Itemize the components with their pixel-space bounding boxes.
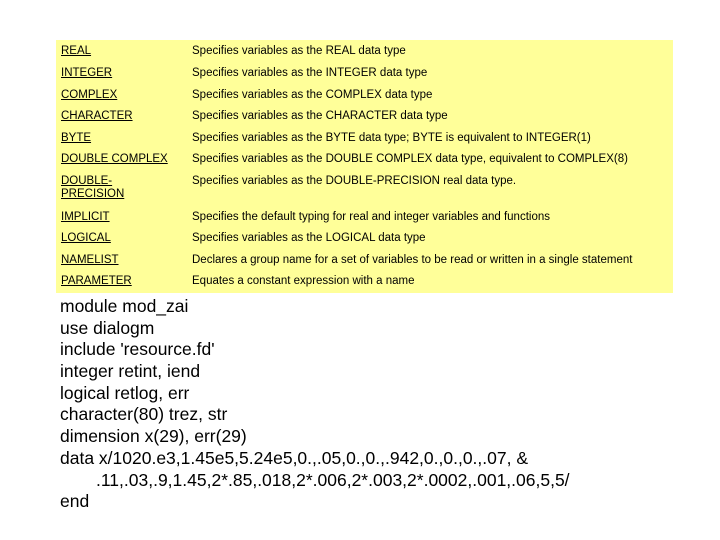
code-block (60, 296, 700, 513)
code-line: .11,.03,.9,1.45,2*.85,.018,2*.006,2*.003,2*.0002,.001,.06,5,5/ (96, 469, 570, 490)
statement-table (56, 40, 673, 293)
keyword-link[interactable]: LOGICAL (61, 232, 111, 244)
code-line: logical retlog, err (60, 382, 190, 403)
code-line: module mod_zai (60, 296, 189, 316)
row-description: Equates a constant expression with a name (192, 275, 415, 287)
row-description: Specifies variables as the COMPLEX data type (192, 89, 433, 101)
keyword-link[interactable]: IMPLICIT (61, 211, 110, 223)
keyword-link[interactable]: COMPLEX (61, 89, 118, 101)
code-line: dimension x(29), err(29) (60, 426, 247, 447)
keyword-link[interactable]: CHARACTER (61, 110, 133, 122)
code-line: end (60, 491, 90, 512)
row-description: Specifies variables as the CHARACTER data type (192, 110, 448, 122)
row-description: Specifies the default typing for real and integer variables and functions (192, 211, 550, 223)
keyword-link[interactable]: REAL (61, 45, 92, 57)
keyword-link[interactable]: DOUBLE-PRECISION (61, 175, 125, 200)
keyword-link[interactable]: NAMELIST (61, 254, 119, 266)
row-description: Specifies variables as the BYTE data type; BYTE is equivalent to INTEGER(1) (192, 132, 591, 144)
keyword-link[interactable]: INTEGER (61, 67, 113, 79)
row-description: Specifies variables as the LOGICAL data type (192, 232, 426, 244)
keyword-link[interactable]: DOUBLE COMPLEX (61, 153, 168, 165)
code-line: use dialogm (60, 317, 155, 338)
code-line: data x/1020.e3,1.45e5,5.24e5,0.,.05,0.,0.,.942,0.,0.,0.,.07, & (60, 447, 529, 468)
code-line: character(80) trez, str (60, 404, 228, 425)
keyword-link[interactable]: BYTE (61, 132, 92, 144)
row-description: Specifies variables as the DOUBLE-PRECISION real data type. (192, 175, 517, 187)
row-description: Specifies variables as the REAL data type (192, 45, 406, 57)
row-description: Declares a group name for a set of variables to be read or written in a single statement (192, 254, 633, 266)
code-line: include 'resource.fd' (60, 339, 215, 360)
code-line: integer retint, iend (60, 361, 201, 382)
row-description: Specifies variables as the INTEGER data type (192, 67, 428, 79)
row-description: Specifies variables as the DOUBLE COMPLEX data type, equivalent to COMPLEX(8) (192, 153, 628, 165)
keyword-link[interactable]: PARAMETER (61, 275, 132, 287)
